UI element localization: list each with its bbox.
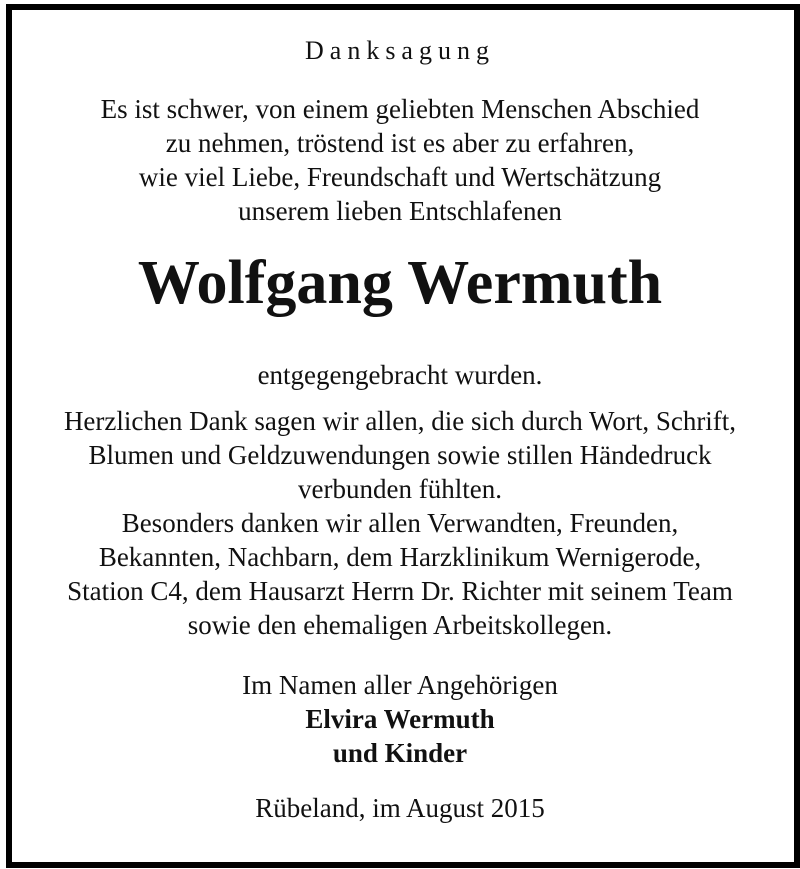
signature-block (0, 668, 800, 770)
thanks-line: Blumen und Geldzuwendungen sowie stillen Händedruck (88, 440, 712, 470)
thanks-line: Station C4, dem Hausarzt Herrn Dr. Richter mit seinem Team (67, 576, 733, 606)
thanks-line: sowie den ehemaligen Arbeitskollegen. (187, 610, 613, 640)
intro-paragraph (0, 92, 800, 228)
signature-family: und Kinder (332, 738, 468, 768)
signature-name: Elvira Wermuth (305, 704, 495, 734)
deceased-name: Wolfgang Wermuth (137, 249, 663, 317)
intro-line: unserem lieben Entschlafenen (238, 196, 562, 226)
place-date (0, 791, 800, 825)
thanks-line: Bekannten, Nachbarn, dem Harzklinikum Wernigerode, (98, 542, 702, 572)
place-date-text: Rübeland, im August 2015 (255, 793, 545, 823)
intro-line: wie viel Liebe, Freundschaft und Wertschätzung (138, 162, 662, 192)
thanks-line: Besonders danken wir allen Verwandten, Freunden, (121, 508, 679, 538)
after-name-line (0, 358, 800, 392)
notice-heading: Danksagung (305, 36, 495, 65)
thanks-line: Herzlichen Dank sagen wir allen, die sich durch Wort, Schrift, (63, 406, 737, 436)
thanks-paragraph (0, 404, 800, 642)
signature-intro: Im Namen aller Angehörigen (242, 670, 558, 700)
thanks-line: verbunden fühlten. (298, 474, 502, 504)
after-name-text: entgegengebracht wurden. (257, 360, 543, 390)
intro-line: Es ist schwer, von einem geliebten Menschen Abschied (100, 94, 700, 124)
intro-line: zu nehmen, tröstend ist es aber zu erfahren, (165, 128, 635, 158)
